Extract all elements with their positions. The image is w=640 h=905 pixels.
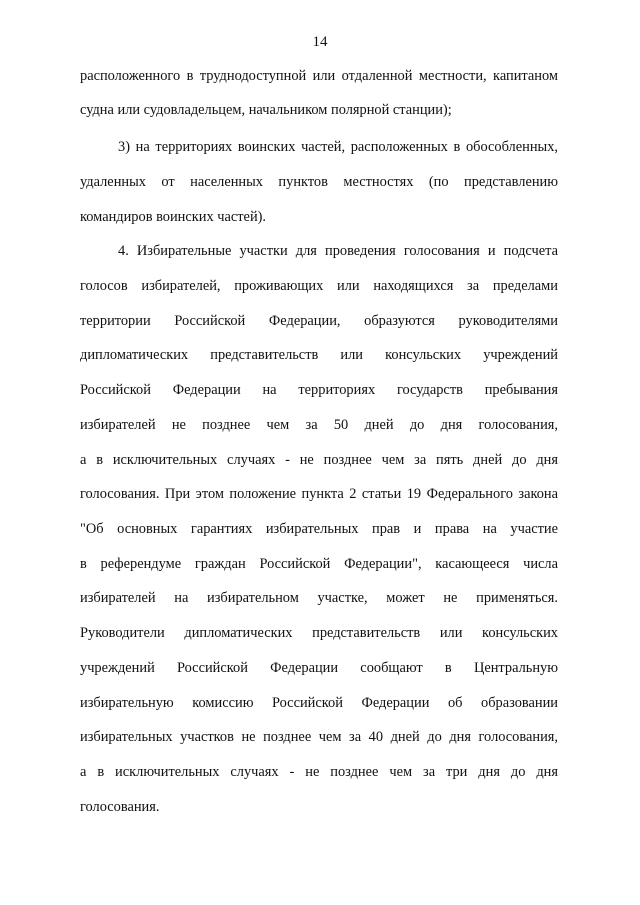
text-line: Руководители дипломатических представительств или консульских — [80, 625, 558, 641]
text-line: 4. Избирательные участки для проведения голосования и подсчета — [118, 243, 558, 259]
text-line: расположенного в труднодоступной или отдаленной местности, капитаном — [80, 68, 558, 84]
text-line: избирателей не позднее чем за 50 дней до дня голосования, — [80, 417, 558, 433]
text-line: Российской Федерации на территориях государств пребывания — [80, 382, 558, 398]
text-line: голосования. — [80, 799, 160, 815]
text-line: территории Российской Федерации, образуются руководителями — [80, 313, 558, 329]
text-line: учреждений Российской Федерации сообщают в Центральную — [80, 660, 558, 676]
text-line: "Об основных гарантиях избирательных прав и права на участие — [80, 521, 558, 537]
text-line: голосов избирателей, проживающих или находящихся за пределами — [80, 278, 558, 294]
text-line: в референдуме граждан Российской Федерации", касающееся числа — [80, 556, 558, 572]
text-line: голосования. При этом положение пункта 2 статьи 19 Федерального закона — [80, 486, 558, 502]
text-line: избирательных участков не позднее чем за 40 дней до дня голосования, — [80, 729, 558, 745]
text-line: а в исключительных случаях - не позднее чем за пять дней до дня — [80, 452, 558, 468]
text-line: избирательную комиссию Российской Федерации об образовании — [80, 695, 558, 711]
text-line: избирателей на избирательном участке, может не применяться. — [80, 590, 558, 606]
text-line: 3) на территориях воинских частей, расположенных в обособленных, — [118, 139, 558, 155]
text-line: удаленных от населенных пунктов местностях (по представлению — [80, 174, 558, 190]
text-line: командиров воинских частей). — [80, 209, 267, 225]
page-number: 14 — [312, 34, 328, 50]
text-line: судна или судовладельцем, начальником полярной станции); — [80, 102, 452, 118]
text-line: дипломатических представительств или консульских учреждений — [80, 347, 558, 363]
text-line: а в исключительных случаях - не позднее чем за три дня до дня — [80, 764, 558, 780]
